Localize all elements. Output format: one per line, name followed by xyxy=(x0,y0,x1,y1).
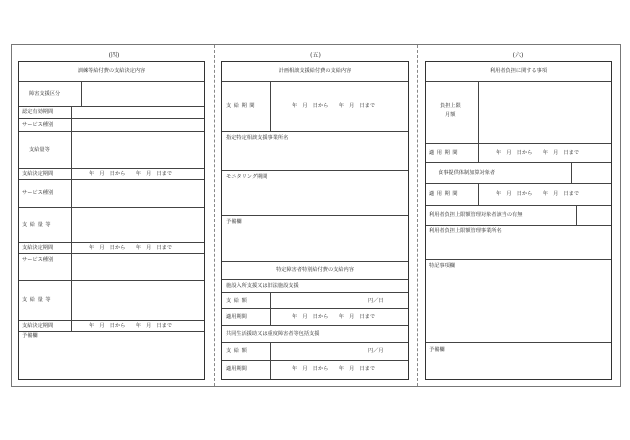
decision-period-label-2: 支給決定期間 xyxy=(22,245,54,251)
applicable-period-value: 年 月 日から 年 月 日まで xyxy=(496,150,580,156)
notes-label: 予備欄 xyxy=(429,347,445,353)
decision-period-value: 年 月 日から 年 月 日まで xyxy=(89,171,173,177)
service-type-row xyxy=(19,119,204,132)
payment-amount-row xyxy=(222,293,408,309)
burden-limit-label-line1: 負担上限 xyxy=(440,103,461,109)
table-title-row xyxy=(19,62,204,82)
decision-period-label-3: 支給決定期間 xyxy=(22,323,54,329)
limit-management-row xyxy=(426,206,611,226)
applicable-period-value-2: 年 月 日から 年 月 日まで xyxy=(292,366,376,372)
notes-row xyxy=(19,332,204,379)
decision-period-row-3 xyxy=(19,321,204,332)
decision-period-value-2: 年 月 日から 年 月 日まで xyxy=(89,245,173,251)
certified-period-label: 認定有効期間 xyxy=(22,109,54,115)
group-home-row xyxy=(222,326,408,343)
table-title: 計画相談支援給付費の支給内容 xyxy=(278,68,352,74)
facility-support-row xyxy=(222,280,408,293)
per-month-unit: 円／月 xyxy=(368,348,384,354)
column-heading-five: (五) xyxy=(310,52,321,59)
notes-row xyxy=(426,343,611,379)
monitoring-period-row xyxy=(222,171,408,216)
special-benefit-title-row xyxy=(222,262,408,280)
disability-category-label: 障害支援区分 xyxy=(29,91,61,97)
payment-period-row xyxy=(222,82,408,132)
payment-amount-row-3 xyxy=(19,281,204,321)
applicable-period-label: 適用期間 xyxy=(226,314,247,320)
training-benefit-table xyxy=(18,61,205,380)
burden-limit-label-line2: 月額 xyxy=(445,112,456,118)
user-burden-table xyxy=(425,61,612,380)
service-type-label-3: サービス種別 xyxy=(22,257,54,263)
payment-amount-label: 支給量等 xyxy=(29,147,50,153)
table-title: 利用者負担に関する事項 xyxy=(489,68,548,74)
per-day-unit: 円／日 xyxy=(368,298,384,304)
service-type-label: サービス種別 xyxy=(22,122,54,128)
applicable-period-row-2 xyxy=(426,184,611,206)
notes-label: 予備欄 xyxy=(22,333,38,339)
notes-label: 予備欄 xyxy=(226,219,242,225)
applicable-period-label: 適用期間 xyxy=(429,150,461,156)
special-notes-row xyxy=(426,260,611,343)
applicable-period-row-2 xyxy=(222,361,408,379)
limit-management-label: 利用者負担上限額管理対象者該当の有無 xyxy=(429,212,523,218)
decision-period-row xyxy=(19,169,204,180)
payment-amount-row-2 xyxy=(222,343,408,361)
payment-amount-label-2: 支給額 xyxy=(226,348,250,354)
facility-support-label: 施設入所支援又は旧法施設支援 xyxy=(226,283,299,289)
payment-period-value: 年 月 日から 年 月 日まで xyxy=(292,103,376,109)
designated-office-label: 指定特定相談支援事業所名 xyxy=(226,135,289,141)
meal-addition-row xyxy=(426,163,611,184)
column-divider xyxy=(214,45,215,386)
applicable-period-row xyxy=(426,144,611,163)
column-heading-six: (六) xyxy=(512,52,524,59)
payment-period-label: 支給期間 xyxy=(226,103,258,109)
applicable-period-label-2: 適用期間 xyxy=(226,366,247,372)
applicable-period-value-2: 年 月 日から 年 月 日まで xyxy=(496,191,580,197)
management-office-label: 利用者負担上限額管理事業所名 xyxy=(429,228,502,234)
table-title: 訓練等給付費の支給決定内容 xyxy=(77,68,146,74)
meal-addition-label: 食事提供体制加算対象者 xyxy=(438,170,496,176)
applicable-period-row xyxy=(222,309,408,326)
special-benefit-title: 特定障害者特別給付費の支給内容 xyxy=(276,267,354,273)
notes-row xyxy=(222,216,408,262)
decision-period-row-2 xyxy=(19,243,204,254)
decision-period-value-3: 年 月 日から 年 月 日まで xyxy=(89,323,173,329)
table-title-row xyxy=(426,62,611,82)
payment-amount-label-2: 支給量等 xyxy=(22,222,54,228)
designated-office-row xyxy=(222,132,408,171)
disability-category-row xyxy=(19,82,204,107)
column-heading-four: (四) xyxy=(108,52,120,59)
monitoring-period-label: モニタリング期間 xyxy=(226,174,268,180)
plan-consultation-table xyxy=(221,61,409,380)
group-home-label: 共同生活援助又は重度障害者等包括支援 xyxy=(226,331,320,337)
burden-limit-row xyxy=(426,82,611,144)
payment-amount-row-2 xyxy=(19,208,204,243)
service-type-row-3 xyxy=(19,254,204,281)
certified-period-row xyxy=(19,107,204,119)
payment-amount-label-3: 支給量等 xyxy=(22,297,54,303)
management-office-row xyxy=(426,226,611,260)
service-type-row-2 xyxy=(19,180,204,208)
table-title-row xyxy=(222,62,408,82)
decision-period-label: 支給決定期間 xyxy=(22,171,54,177)
payment-amount-label: 支給額 xyxy=(226,298,250,304)
special-notes-label: 特記事項欄 xyxy=(429,263,455,269)
applicable-period-label-2: 適用期間 xyxy=(429,191,461,197)
applicable-period-value: 年 月 日から 年 月 日まで xyxy=(292,314,376,320)
service-type-label-2: サービス種別 xyxy=(22,190,54,196)
column-divider xyxy=(417,45,418,386)
payment-amount-row xyxy=(19,132,204,169)
